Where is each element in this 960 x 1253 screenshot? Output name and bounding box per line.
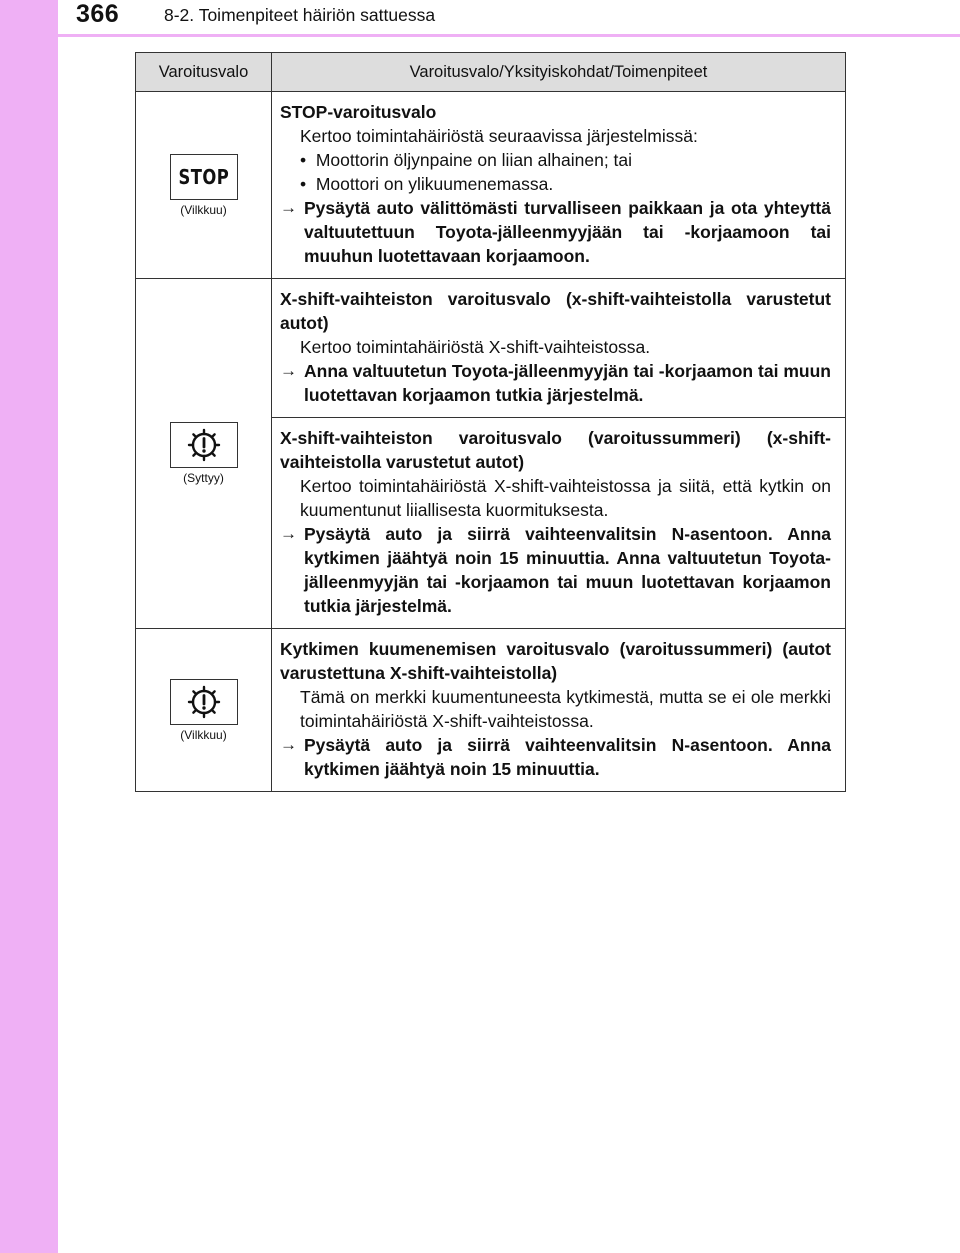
action-instruction: → Pysäytä auto välittömästi turvalliseen paikkaan ja ota yhteyttä valtuutettuun Toyota-jälleenmyyjään tai -korjaamoon tai muuhun luotettavaan korjaamoon. — [280, 198, 831, 266]
gear-exclamation-icon — [170, 679, 238, 725]
icon-caption: (Vilkkuu) — [180, 727, 227, 742]
icon-cell — [136, 279, 272, 629]
warning-description: Tämä on merkki kuumentuneesta kytkimestä, mutta se ei ole merkki toimintahäiriöstä X-shift-vaihteistossa. — [300, 687, 831, 731]
header-rule — [58, 34, 960, 37]
stop-warning-icon — [170, 154, 238, 200]
gear-exclamation-glyph — [187, 685, 221, 719]
warning-title: Kytkimen kuumenemisen varoitusvalo (varoitussummeri) (autot varustettuna X-shift-vaihteistolla) — [280, 639, 831, 683]
icon-cell — [136, 92, 272, 279]
column-header-warning-light: Varoitusvalo — [136, 53, 272, 92]
warning-description: Kertoo toimintahäiriöstä X-shift-vaihteistossa. — [300, 337, 651, 357]
gear-exclamation-glyph — [187, 428, 221, 462]
action-instruction: → Anna valtuutetun Toyota-jälleenmyyjän tai -korjaamon tai muun luotettavan korjaamon tutkia järjestelmä. — [280, 361, 831, 405]
warning-title: X-shift-vaihteiston varoitusvalo (varoitussummeri) (x-shift-vaihteistolla varustetut autot) — [280, 428, 831, 472]
warning-title: STOP-varoitusvalo — [280, 102, 437, 122]
arrow-icon: → — [280, 524, 297, 543]
table-row — [136, 279, 846, 418]
table-header-row — [136, 53, 846, 92]
section-title: 8-2. Toimenpiteet häiriön sattuessa — [164, 5, 436, 25]
stop-icon-label: STOP — [178, 164, 229, 189]
arrow-icon: → — [280, 361, 297, 380]
page-number: 366 — [76, 0, 120, 28]
side-tab-bar — [0, 0, 58, 1253]
warning-description: Kertoo toimintahäiriöstä seuraavissa järjestelmissä: — [300, 126, 698, 146]
table-row — [136, 629, 846, 792]
list-item: • Moottori on ylikuumenemassa. — [300, 174, 554, 194]
warning-description: Kertoo toimintahäiriöstä X-shift-vaihteistossa ja siitä, että kytkin on kuumentunut liiallisesta kuormituksesta. — [300, 476, 831, 520]
column-header-details: Varoitusvalo/Yksityiskohdat/Toimenpiteet — [272, 53, 846, 92]
icon-cell — [136, 629, 272, 792]
description-cell — [272, 279, 846, 418]
description-cell — [272, 629, 846, 792]
icon-caption: (Syttyy) — [183, 471, 224, 485]
gear-exclamation-icon — [170, 422, 238, 468]
list-item: • Moottorin öljynpaine on liian alhainen; tai — [300, 150, 633, 170]
arrow-icon: → — [280, 735, 297, 754]
warning-light-table — [135, 52, 846, 792]
icon-caption: (Vilkkuu) — [180, 202, 227, 217]
arrow-icon: → — [280, 198, 297, 217]
warning-title: X-shift-vaihteiston varoitusvalo (x-shift-vaihteistolla varustetut autot) — [280, 289, 831, 333]
table-row — [136, 92, 846, 279]
description-cell — [272, 92, 846, 279]
action-instruction: → Pysäytä auto ja siirrä vaihteenvalitsin N-asentoon. Anna kytkimen jäähtyä noin 15 minuuttia. — [280, 735, 831, 779]
description-cell — [272, 418, 846, 629]
action-instruction: → Pysäytä auto ja siirrä vaihteenvalitsin N-asentoon. Anna kytkimen jäähtyä noin 15 minuuttia. Anna valtuutetun Toyota-jälleenmyyjän tai -korjaamon tai muun luotettavan korjaamon tutkia järjestelmä. — [280, 524, 831, 616]
